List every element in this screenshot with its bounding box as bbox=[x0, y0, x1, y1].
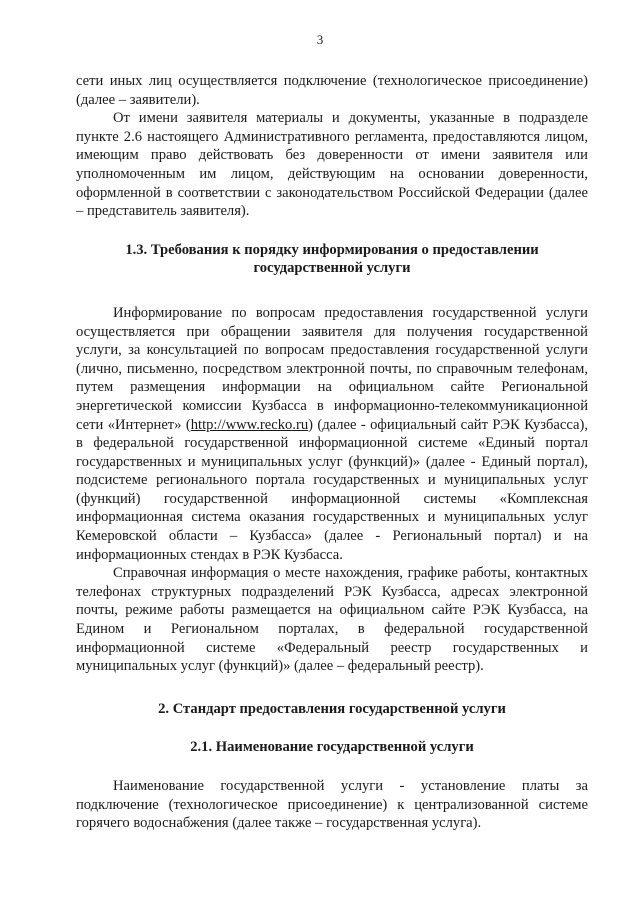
page-number: 3 bbox=[316, 32, 324, 47]
section-1-3-paragraph-1-text-a: Информирование по вопросам предоставления государственной услуги осуществляется при обращении заявителя для получения государственной услуги, за консультацией по вопросам предоставления государственной услуги (лично, письменно, посредством электронной почты, по справочным телефонам, путем размещения информации на официальном сайте Региональной энергетической комиссии Кузбасса в информационно-телекоммуникационной сети «Интернет» ( bbox=[76, 304, 588, 433]
official-site-link[interactable]: http://www.recko.ru bbox=[190, 416, 309, 433]
section-1-3-paragraph-1-text-b: ) (далее - официальный сайт РЭК Кузбасса), в федеральной государственной информационной системе «Единый портал государственных и муниципальных услуг (функций)» (далее - Единый портал), подсистеме регионального портала государственных и муниципальных услуг (функций) государственной информационной системы «Комплексная информационная система оказания государственных и муниципальных услуг Кемеровской области – Кузбасса» (далее - Региональный портал) и на информационных стендах в РЭК Кузбасса. bbox=[76, 416, 588, 563]
document-body bbox=[76, 72, 588, 833]
intro-paragraph-1: сети иных лиц осуществляется подключение (технологическое присоединение) (далее – заявители). bbox=[76, 73, 588, 108]
section-1-3-paragraph-1 bbox=[76, 304, 588, 564]
intro-paragraph-2: От имени заявителя материалы и документы, указанные в подразделе пункте 2.6 настоящего Административного регламента, предоставляются лицом, имеющим право действовать без доверенности от имени заявителя или уполномоченным им лицом, действующим на основании доверенности, оформленной в соответствии с законодательством Российской Федерации (далее – представитель заявителя). bbox=[76, 110, 588, 220]
section-2-heading: 2. Стандарт предоставления государственной услуги bbox=[158, 700, 506, 717]
section-1-3-heading: 1.3. Требования к порядку информирования о предоставлении государственной услуги bbox=[125, 241, 539, 277]
section-2-1-paragraph-1: Наименование государственной услуги - установление платы за подключение (технологическое присоединение) к централизованной системе горячего водоснабжения (далее также – государственная услуга). bbox=[76, 778, 588, 832]
section-2-1-heading: 2.1. Наименование государственной услуги bbox=[190, 739, 474, 756]
section-1-3-paragraph-2: Справочная информация о месте нахождения, графике работы, контактных телефонах структурных подразделений РЭК Кузбасса, адресах электронной почты, режиме работы размещается на официальном сайте РЭК Кузбасса, на Едином и Региональном порталах, в федеральной государственной информационной системе «Федеральный реестр государственных и муниципальных услуг (функций)» (далее – федеральный реестр). bbox=[76, 565, 588, 675]
